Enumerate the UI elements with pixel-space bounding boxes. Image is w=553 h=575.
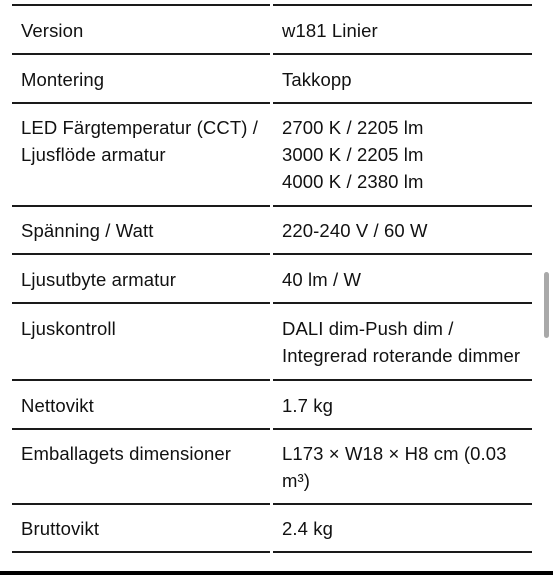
table-divider	[12, 503, 270, 505]
table-divider	[273, 102, 532, 104]
table-divider	[273, 302, 532, 304]
table-divider	[12, 102, 270, 104]
spec-value: L173 × W18 × H8 cm (0.03 m³)	[282, 443, 507, 491]
table-divider	[12, 379, 270, 381]
table-divider	[273, 503, 532, 505]
table-divider	[273, 4, 532, 6]
table-divider	[273, 379, 532, 381]
table-divider	[12, 302, 270, 304]
spec-value: DALI dim-Push dim / Integrerad roterande dimmer	[282, 318, 521, 366]
table-divider	[12, 253, 270, 255]
spec-value: 40 lm / W	[282, 269, 362, 290]
spec-label: Ljuskontroll	[21, 318, 116, 339]
spec-label: Bruttovikt	[21, 518, 100, 539]
spec-value: w181 Linier	[282, 20, 378, 41]
spec-label: Emballagets dimensioner	[21, 443, 232, 464]
spec-value: 2700 K / 2205 lm 3000 K / 2205 lm 4000 K / 2380 lm	[282, 117, 424, 192]
table-divider	[12, 53, 270, 55]
table-divider	[273, 551, 532, 553]
table-divider	[273, 253, 532, 255]
vertical-scrollbar[interactable]	[544, 272, 549, 338]
spec-value: 1.7 kg	[282, 395, 333, 416]
spec-label: Version	[21, 20, 84, 41]
spec-label: Nettovikt	[21, 395, 94, 416]
spec-label: Ljusutbyte armatur	[21, 269, 177, 290]
table-divider	[273, 205, 532, 207]
spec-label: Montering	[21, 69, 105, 90]
spec-value: Takkopp	[282, 69, 352, 90]
table-divider	[273, 428, 532, 430]
table-divider	[12, 428, 270, 430]
table-divider	[12, 205, 270, 207]
spec-value: 2.4 kg	[282, 518, 333, 539]
table-divider	[12, 4, 270, 6]
table-divider	[273, 53, 532, 55]
spec-label: LED Färgtemperatur (CCT) / Ljusflöde armatur	[21, 117, 258, 165]
spec-label: Spänning / Watt	[21, 220, 154, 241]
spec-value: 220-240 V / 60 W	[282, 220, 428, 241]
table-divider	[12, 551, 270, 553]
